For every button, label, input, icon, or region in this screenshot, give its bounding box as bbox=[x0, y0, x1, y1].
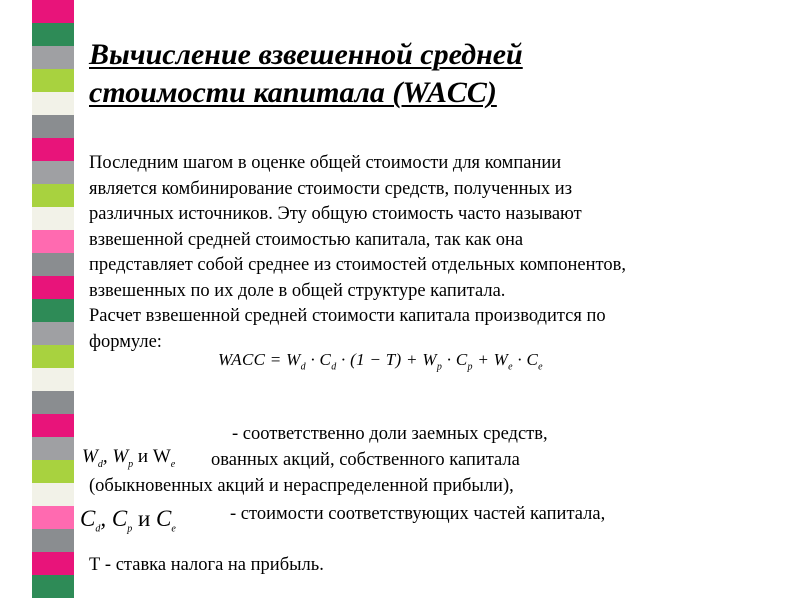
costs-definition-line: - стоимости соответствующих частей капитала, bbox=[230, 504, 606, 524]
title-line-1: Вычисление взвешенной средней bbox=[89, 38, 523, 71]
paragraph-line: формуле: bbox=[89, 331, 162, 352]
stripe-segment bbox=[32, 299, 74, 322]
stripe-segment bbox=[32, 253, 74, 276]
stripe-segment bbox=[32, 368, 74, 391]
paragraph-line: Последним шагом в оценке общей стоимости для компании bbox=[89, 153, 562, 173]
stripe-segment bbox=[32, 552, 74, 575]
weights-definition-line-1: - соответственно доли заемных средств, bbox=[232, 424, 548, 444]
title-line-2: стоимости капитала (WACC) bbox=[89, 76, 497, 109]
stripe-segment bbox=[32, 138, 74, 161]
stripe-segment bbox=[32, 575, 74, 598]
stripe-segment bbox=[32, 69, 74, 92]
stripe-segment bbox=[32, 92, 74, 115]
paragraph-line: различных источников. Эту общую стоимость часто называют bbox=[89, 204, 582, 224]
stripe-segment bbox=[32, 414, 74, 437]
stripe-segment bbox=[32, 184, 74, 207]
stripe-segment bbox=[32, 506, 74, 529]
stripe-segment bbox=[32, 322, 74, 345]
costs-symbols: $C_d$, $C_p$ и $C_e$ bbox=[80, 506, 176, 535]
stripe-segment bbox=[32, 460, 74, 483]
paragraph-line: представляет собой среднее из стоимостей отдельных компонентов, bbox=[89, 255, 626, 275]
wacc-formula: WACC = $W_d \cdot C_d \cdot (1 - T) + W_p \cdot C_p + W_e \cdot C_e$ bbox=[218, 350, 543, 373]
weights-definition-line-2: ованных акций, собственного капитала bbox=[211, 450, 520, 470]
tax-definition-line: Т - ставка налога на прибыль. bbox=[89, 555, 324, 575]
stripe-segment bbox=[32, 46, 74, 69]
paragraph-line: взвешенных по их доле в общей структуре капитала. bbox=[89, 280, 506, 301]
stripe-segment bbox=[32, 276, 74, 299]
stripe-segment bbox=[32, 161, 74, 184]
stripe-segment bbox=[32, 437, 74, 460]
stripe-segment bbox=[32, 391, 74, 414]
stripe-segment bbox=[32, 23, 74, 46]
stripe-segment bbox=[32, 529, 74, 552]
stripe-segment bbox=[32, 230, 74, 253]
stripe-segment bbox=[32, 345, 74, 368]
weights-definition-line-3: (обыкновенных акций и нераспределенной прибыли), bbox=[89, 476, 514, 496]
paragraph-line: является комбинирование стоимости средств, полученных из bbox=[89, 178, 572, 199]
decorative-stripe-column bbox=[32, 0, 74, 600]
slide-title bbox=[89, 36, 649, 112]
stripe-segment bbox=[32, 483, 74, 506]
stripe-segment bbox=[32, 0, 74, 23]
paragraph-line: Расчет взвешенной средней стоимости капитала производится по bbox=[89, 306, 606, 326]
stripe-segment bbox=[32, 115, 74, 138]
body-paragraph bbox=[89, 151, 789, 355]
stripe-segment bbox=[32, 207, 74, 230]
paragraph-line: взвешенной средней стоимостью капитала, так как она bbox=[89, 229, 524, 250]
weights-symbols: $W_d$, $W_p$ и $W_e$ bbox=[82, 446, 176, 470]
